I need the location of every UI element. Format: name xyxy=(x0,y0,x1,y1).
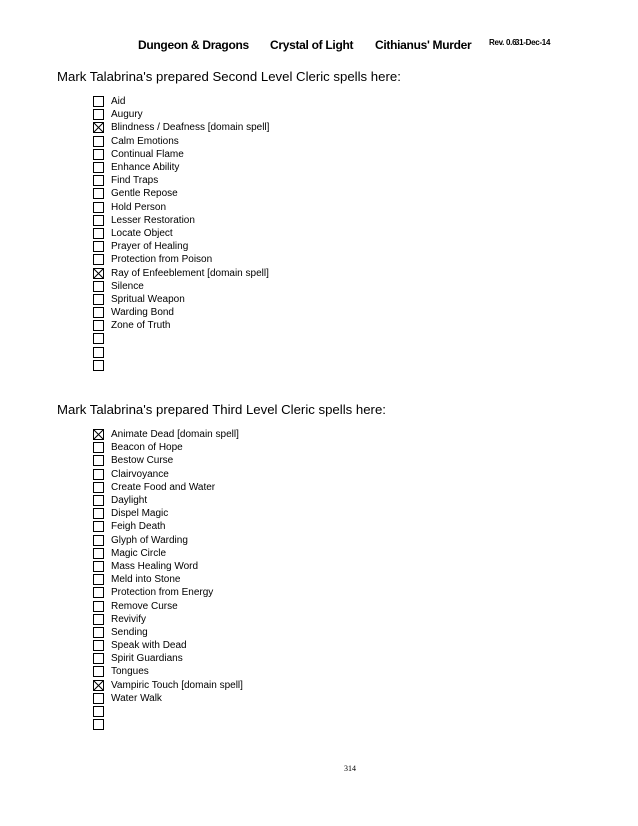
page-header xyxy=(0,38,638,54)
checkbox-icon[interactable] xyxy=(93,627,104,638)
checked-box-icon[interactable] xyxy=(93,680,104,691)
spell-item xyxy=(93,454,243,467)
spell-item xyxy=(93,573,243,586)
spell-name: Beacon of Hope xyxy=(111,442,183,454)
spell-item xyxy=(93,679,243,692)
checkbox-icon[interactable] xyxy=(93,188,104,199)
second-level-spell-list xyxy=(93,95,269,372)
spell-item xyxy=(93,266,269,279)
checkbox-icon[interactable] xyxy=(93,653,104,664)
spell-name: Water Walk xyxy=(111,692,162,704)
checkbox-icon[interactable] xyxy=(93,666,104,677)
checkbox-icon[interactable] xyxy=(93,587,104,598)
spell-item xyxy=(93,441,243,454)
checkbox-icon[interactable] xyxy=(93,136,104,147)
spell-name: Magic Circle xyxy=(111,547,167,559)
checkbox-icon[interactable] xyxy=(93,455,104,466)
checkbox-icon[interactable] xyxy=(93,693,104,704)
third-level-section-title: Mark Talabrina's prepared Third Level Cleric spells here: xyxy=(57,402,386,417)
spell-name: Remove Curse xyxy=(111,600,178,612)
spell-name: Silence xyxy=(111,280,144,292)
checkbox-icon[interactable] xyxy=(93,281,104,292)
spell-item xyxy=(93,227,269,240)
checkbox-icon[interactable] xyxy=(93,495,104,506)
spell-item xyxy=(93,253,269,266)
checkbox-icon[interactable] xyxy=(93,706,104,717)
spell-item xyxy=(93,534,243,547)
spell-item xyxy=(93,187,269,200)
checkbox-icon[interactable] xyxy=(93,640,104,651)
checkbox-icon[interactable] xyxy=(93,215,104,226)
spell-item xyxy=(93,332,269,345)
spell-item xyxy=(93,481,243,494)
checkbox-icon[interactable] xyxy=(93,535,104,546)
checkbox-icon[interactable] xyxy=(93,254,104,265)
checkbox-icon[interactable] xyxy=(93,228,104,239)
checkbox-icon[interactable] xyxy=(93,202,104,213)
spell-item xyxy=(93,174,269,187)
spell-name: Spritual Weapon xyxy=(111,293,185,305)
third-level-spell-list xyxy=(93,428,243,731)
header-module-title: Crystal of Light xyxy=(270,38,354,52)
spell-name: Mass Healing Word xyxy=(111,560,199,572)
header-game-title: Dungeon & Dragons xyxy=(138,38,249,52)
checkbox-icon[interactable] xyxy=(93,719,104,730)
spell-item xyxy=(93,293,269,306)
checkbox-icon[interactable] xyxy=(93,508,104,519)
checkbox-icon[interactable] xyxy=(93,333,104,344)
spell-name: Ray of Enfeeblement [domain spell] xyxy=(111,267,269,279)
spell-name: Clairvoyance xyxy=(111,468,169,480)
spell-item xyxy=(93,692,243,705)
spell-name: Find Traps xyxy=(111,175,159,187)
checkbox-icon[interactable] xyxy=(93,521,104,532)
spell-name: Augury xyxy=(111,109,143,121)
spell-name: Calm Emotions xyxy=(111,135,179,147)
spell-name: Protection from Energy xyxy=(111,587,214,599)
checkbox-icon[interactable] xyxy=(93,614,104,625)
spell-name: Enhance Ability xyxy=(111,162,180,174)
spell-item xyxy=(93,507,243,520)
checkbox-icon[interactable] xyxy=(93,469,104,480)
spell-name: Speak with Dead xyxy=(111,640,187,652)
checkbox-icon[interactable] xyxy=(93,442,104,453)
spell-name: Glyph of Warding xyxy=(111,534,188,546)
checkbox-icon[interactable] xyxy=(93,347,104,358)
spell-item xyxy=(93,613,243,626)
spell-item xyxy=(93,240,269,253)
spell-item xyxy=(93,718,243,731)
spell-item xyxy=(93,306,269,319)
header-date: 31-Dec-14 xyxy=(515,38,551,47)
checkbox-icon[interactable] xyxy=(93,482,104,493)
checked-box-icon[interactable] xyxy=(93,429,104,440)
spell-item xyxy=(93,494,243,507)
spell-item xyxy=(93,108,269,121)
header-revision: Rev. 0.6 xyxy=(489,38,517,47)
checkbox-icon[interactable] xyxy=(93,601,104,612)
checkbox-icon[interactable] xyxy=(93,360,104,371)
spell-item xyxy=(93,586,243,599)
spell-name: Gentle Repose xyxy=(111,188,178,200)
spell-item xyxy=(93,161,269,174)
checkbox-icon[interactable] xyxy=(93,162,104,173)
checked-box-icon[interactable] xyxy=(93,122,104,133)
spell-name: Lesser Restoration xyxy=(111,214,195,226)
spell-name: Meld into Stone xyxy=(111,574,181,586)
spell-name: Feigh Death xyxy=(111,521,166,533)
spell-item xyxy=(93,626,243,639)
checkbox-icon[interactable] xyxy=(93,561,104,572)
spell-item xyxy=(93,652,243,665)
page-number: 314 xyxy=(344,764,356,773)
checkbox-icon[interactable] xyxy=(93,175,104,186)
checkbox-icon[interactable] xyxy=(93,96,104,107)
checkbox-icon[interactable] xyxy=(93,241,104,252)
checkbox-icon[interactable] xyxy=(93,307,104,318)
spell-item xyxy=(93,520,243,533)
spell-name: Animate Dead [domain spell] xyxy=(111,429,239,441)
checkbox-icon[interactable] xyxy=(93,574,104,585)
spell-item xyxy=(93,705,243,718)
spell-item xyxy=(93,135,269,148)
spell-name: Protection from Poison xyxy=(111,254,213,266)
checkbox-icon[interactable] xyxy=(93,109,104,120)
spell-item xyxy=(93,346,269,359)
spell-item xyxy=(93,468,243,481)
spell-name: Locate Object xyxy=(111,227,173,239)
checked-box-icon[interactable] xyxy=(93,268,104,279)
spell-name: Prayer of Healing xyxy=(111,241,189,253)
spell-name: Daylight xyxy=(111,495,148,507)
spell-item xyxy=(93,121,269,134)
spell-name: Revivify xyxy=(111,613,147,625)
checkbox-icon[interactable] xyxy=(93,320,104,331)
spell-name: Zone of Truth xyxy=(111,320,171,332)
spell-item xyxy=(93,95,269,108)
checkbox-icon[interactable] xyxy=(93,548,104,559)
spell-name: Tongues xyxy=(111,666,149,678)
spell-name: Dispel Magic xyxy=(111,508,169,520)
spell-name: Continual Flame xyxy=(111,148,184,160)
spell-item xyxy=(93,560,243,573)
spell-item xyxy=(93,214,269,227)
spell-name: Bestow Curse xyxy=(111,455,174,467)
spell-item xyxy=(93,639,243,652)
spell-name: Blindness / Deafness [domain spell] xyxy=(111,122,270,134)
spell-item xyxy=(93,201,269,214)
checkbox-icon[interactable] xyxy=(93,294,104,305)
checkbox-icon[interactable] xyxy=(93,149,104,160)
spell-name: Sending xyxy=(111,626,148,638)
spell-name: Warding Bond xyxy=(111,307,174,319)
spell-item xyxy=(93,665,243,678)
spell-item xyxy=(93,359,269,372)
spell-name: Hold Person xyxy=(111,201,167,213)
spell-item xyxy=(93,148,269,161)
spell-item xyxy=(93,428,243,441)
spell-name: Create Food and Water xyxy=(111,481,216,493)
header-adventure-title: Cithianus' Murder xyxy=(375,38,472,52)
spell-name: Vampiric Touch [domain spell] xyxy=(111,679,243,691)
spell-item xyxy=(93,280,269,293)
spell-item xyxy=(93,319,269,332)
spell-item xyxy=(93,547,243,560)
second-level-section-title: Mark Talabrina's prepared Second Level Cleric spells here: xyxy=(57,69,401,84)
spell-name: Aid xyxy=(111,96,126,108)
spell-name: Spirit Guardians xyxy=(111,653,183,665)
spell-item xyxy=(93,599,243,612)
